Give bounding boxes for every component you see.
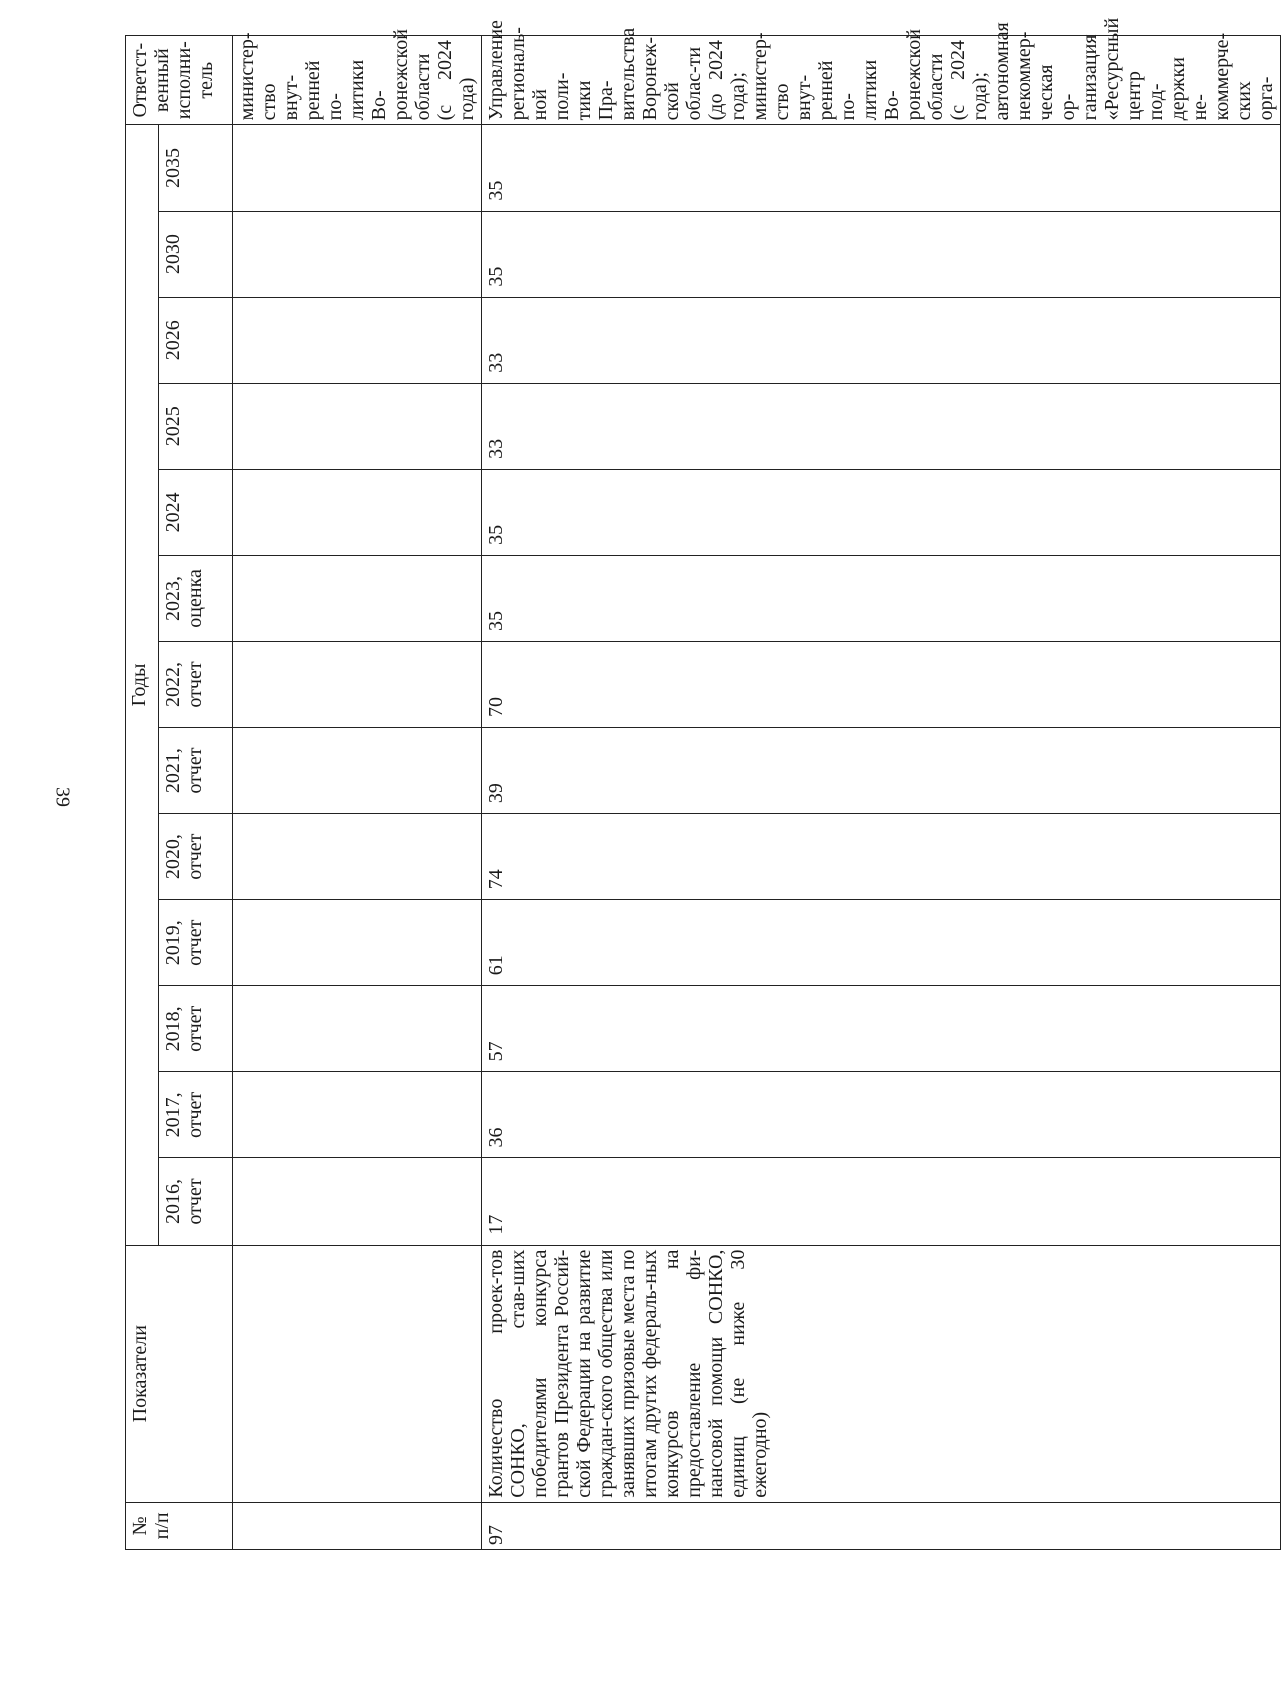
prev-row-responsible: министер-ство внут-ренней по-литики Во-ронежской области (с 2024 года) [233,36,482,125]
cell-empty [233,383,482,469]
header-num: № п/п [126,1502,233,1549]
value-cell: 17 [482,1158,1281,1245]
cell-empty [233,1158,482,1245]
value-cell: 35 [482,555,1281,641]
header-year: 2019, отчет [159,900,233,986]
header-year: 2024 [159,469,233,555]
header-indicators: Показатели [126,1245,233,1502]
cell-empty [233,125,482,211]
header-year: 2021, отчет [159,728,233,814]
header-year: 2030 [159,211,233,297]
header-year: 2025 [159,383,233,469]
table-row [233,36,482,1550]
value-cell: 70 [482,641,1281,727]
cell-empty [233,900,482,986]
header-year: 2018, отчет [159,986,233,1072]
cell-empty [233,1072,482,1158]
cell-empty [233,1502,482,1549]
header-year: 2020, отчет [159,814,233,900]
cell-empty [233,297,482,383]
cell-empty [233,469,482,555]
header-year: 2022, отчет [159,641,233,727]
cell-empty [233,641,482,727]
header-year: 2035 [159,125,233,211]
value-cell: 35 [482,125,1281,211]
row-number: 97 [482,1502,1281,1549]
header-years-group: Годы [126,125,159,1245]
cell-empty [233,986,482,1072]
cell-empty [233,211,482,297]
rotated-table-container [125,17,1277,1550]
value-cell: 57 [482,986,1281,1072]
indicators-table [125,17,1281,1550]
header-year: 2026 [159,297,233,383]
table-row-97 [482,36,1281,1550]
cell-empty [233,1245,482,1502]
header-row-1 [126,36,159,1550]
cell-empty [233,728,482,814]
cell-empty [233,555,482,641]
header-year: 2017, отчет [159,1072,233,1158]
value-cell: 35 [482,211,1281,297]
cell-empty [233,814,482,900]
page-number: 39 [51,787,74,807]
indicator-text: Количество проек-тов СОНКО, став-ших победителями конкурса грантов Президента Россий-ской Федерации на развитие граждан-ского общества или занявших призовые места по итогам других федераль-ных конкурсов на предоставление фи-нансовой помощи СОНКО, единиц (не ниже 30 ежегодно) [482,1245,1281,1502]
header-year: 2016, отчет [159,1158,233,1245]
value-cell: 35 [482,469,1281,555]
header-responsible: Ответст-венный исполни-тель [126,36,233,125]
value-cell: 39 [482,728,1281,814]
responsible-text: Управление региональ-ной поли-тики Пра-вительства Воронеж-ской облас-ти (до 2024 года); министер-ство внут-ренней по-литики Во-ронежской области (с 2024 года); автономная некоммер-ческая ор-ганизация «Ресурсный центр под-держки не-коммерче-ских орга- [482,36,1281,125]
value-cell: 74 [482,814,1281,900]
header-year: 2023, оценка [159,555,233,641]
value-cell: 36 [482,1072,1281,1158]
value-cell: 61 [482,900,1281,986]
value-cell: 33 [482,297,1281,383]
value-cell: 33 [482,383,1281,469]
